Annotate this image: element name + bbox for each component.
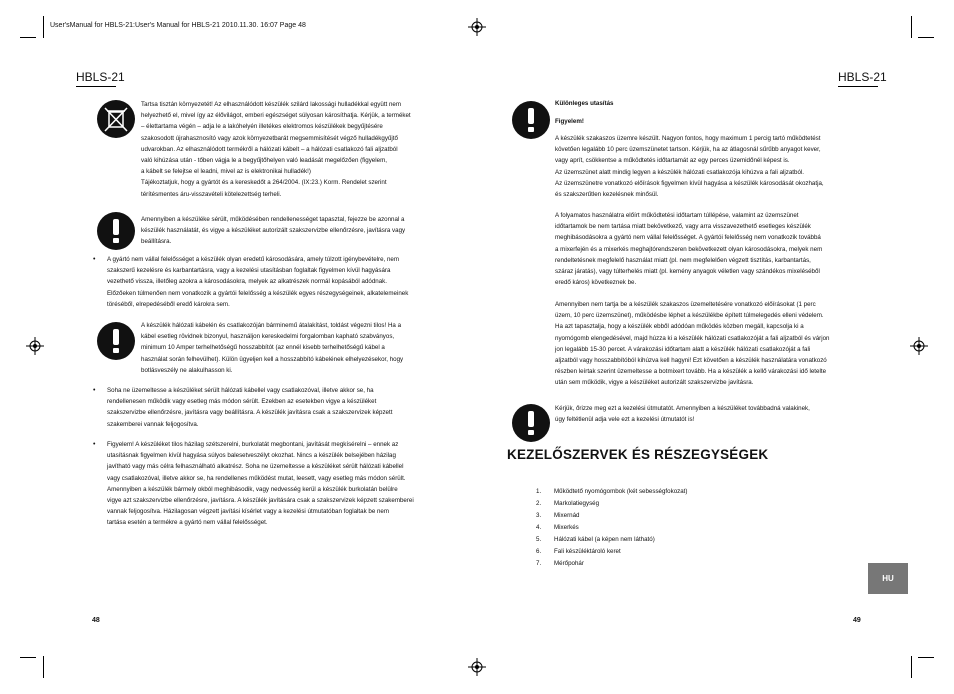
warning-icon bbox=[97, 322, 135, 360]
special-instruction-title: Különleges utasítás bbox=[555, 100, 614, 107]
bullet: • bbox=[93, 387, 96, 394]
bullet: • bbox=[93, 256, 96, 263]
warning-paragraph: Amennyiben a készüléke sérült, működésében rendellenességet tapasztal, fejezze be azonnal a készülék használatát, és vigye a készüléket autorizált szakszervizbe ellenőrzésre, javításra vagy beállításra. bbox=[141, 216, 406, 246]
registration-mark-icon bbox=[468, 18, 486, 36]
registration-mark-icon bbox=[468, 658, 486, 676]
crop-mark bbox=[911, 656, 912, 678]
warning-icon bbox=[512, 404, 550, 442]
crop-mark bbox=[43, 16, 44, 38]
keep-manual-paragraph: Kérjük, őrizze meg ezt a kezelési útmutatót. Amennyiben a készüléket továbbadná valakinek, úgy feltétlenül adja vele ezt a kezelési útmutatót is! bbox=[555, 405, 810, 424]
heading-rule bbox=[76, 86, 116, 87]
list-item: 4. Mixerkés bbox=[536, 524, 579, 531]
page-number-left: 48 bbox=[92, 617, 100, 624]
heading-rule bbox=[838, 86, 878, 87]
registration-mark-icon bbox=[26, 337, 44, 355]
warning-icon bbox=[512, 101, 550, 139]
crop-mark bbox=[20, 37, 36, 38]
overheat-protection-paragraph: Amennyiben nem tartja be a készülék szakaszos üzemeltetésére vonatkozó előírásokat (1 perc üzem, 10 perc üzemszünet), működésbe léphet a készülékbe épített túlmelegedés elleni védelem. Ha azt tapasztalja, hogy a készülék ebből adódóan működés közben megáll, kapcsolja ki a nyomógomb elengedésével, majd húzza ki a készülék hálózati csatlakozóját a fali aljzatból és várjon jon legalább 15-30 percet. A várakozási időtartam alatt a készülék hálózati csatlakozóját a fali aljzatból vagy hosszabbítóból kihúzva kell hagyni! Ezt követően a készülék használatára vonatkozó részben leírtak szerint üzemeltesse a botmixert tovább. Ha a készülék a kellő várakozási idő letelte után sem működik, vigye a készüléket autorizált szakszervizbe javításra. bbox=[555, 301, 830, 387]
crop-mark bbox=[918, 657, 934, 658]
crop-mark bbox=[911, 16, 912, 38]
damaged-device-paragraph: Soha ne üzemeltesse a készüléket sérült hálózati kábellel vagy csatlakozóval, illetve akkor se, ha rendellenesen működik vagy esetleg más módon sérült. Ezekben az esetekben vigye a készüléket szakszervizbe ellenőrzésre, javításra vagy beállításra. A készülék javításra csak a szakszervizek képzett szakemberei vannak feljogosítva. bbox=[107, 387, 393, 428]
liability-paragraph: A gyártó nem vállal felelősséget a készülék olyan eredetű károsodására, amely túlzott igénybevételre, nem szakszerű kezelésre és karbantartásra, vagy a kezelési utasításban foglaltak figyelmen kívül hagyására vezethető vissza, illetőleg azokra a károsodásokra, melyek az alkatrészek normál kopásából adódnak. Előzőeken túlmenően nem vonatkozik a gyártói felelősség a készülék egyes részegységeinek, alkatelemeinek töréséből, elrepedéséből eredő károkra sem. bbox=[107, 256, 409, 308]
list-item: 3. Mixernád bbox=[536, 512, 580, 519]
disassembly-warning-paragraph: Figyelem! A készüléket tilos házilag szétszerelni, burkolatát megbontani, javítását megkísérelni – ennek az utasításnak figyelmen kívül hagyása súlyos balesetveszélyt okozhat. Nincs a készülék belsejében házilag javítható vagy más célra felhasználható alkatrész. Soha ne üzemeltesse a készüléket sérült hálózati kábellel vagy csatlakozóval, illetve akkor se, ha rendellenes működést mutat, leesett, vagy esetleg más módon sérült. Amennyiben a készülék bármely okból meghibásodik, vagy nedvesség kerül a készülék burkolatán belülre vigye azt szakszervizbe ellenőrzésre, javításra. A készülék javítására csak a szakszervizek képzett szakemberei vannak feljogosítva. Házilagosan végzett javítási kísérlet vagy a kezelési útmutatóban foglaltak be nem tartása esetén a termékre a gyártó nem vállal felelősséget. bbox=[107, 441, 414, 527]
list-item: 6. Fali készüléktároló keret bbox=[536, 548, 621, 555]
section-title: KEZELŐSZERVEK ÉS RÉSZEGYSÉGEK bbox=[507, 447, 769, 462]
crop-mark bbox=[918, 37, 934, 38]
parts-list bbox=[536, 486, 687, 570]
language-tab: HU bbox=[868, 563, 908, 594]
list-item: 1. Működtető nyomógombok (két sebességfokozat) bbox=[536, 488, 688, 495]
attention-label: Figyelem! bbox=[555, 118, 584, 125]
list-item: 7. Mérőpohár bbox=[536, 560, 584, 567]
recycle-paragraph: Tartsa tisztán környezetét! Az elhasználódott készülék szilárd lakossági hulladékkal együtt nem helyezhető el, mivel így az élővilágot, emberi egészséget súlyosan károsíthatja. Kérjük, a terméket – élettartama végén – adja le a lakóhelyén illetékes elektromos készülékek begyűjtésére szakosodott újrahasznosító vagy azok környezetbarát megsemmisítését végző hulladékgyűjtő udvarokban. Az elhasználódott termékről a hálózati kábelt – a hálózati csatlakozó fali aljzatból való kihúzása után - tőben vágja le a begyűjtőhelyen való leadását megelőzően (figyelem, a kábelt se felejtse el leadni, mivel az is elektronikai hulladék!) Tájékoztatjuk, hogy a gyártót és a kereskedőt a 264/2004. (IX:23.) Korm. Rendelet szerint térítésmentes áru-visszavételi kötelezettség terheli. bbox=[141, 101, 411, 198]
bullet: • bbox=[93, 441, 96, 448]
model-heading-left: HBLS-21 bbox=[76, 70, 125, 84]
list-item: 2. Markolatiegység bbox=[536, 500, 600, 507]
model-heading-right: HBLS-21 bbox=[838, 70, 887, 84]
print-header: User'sManual for HBLS-21:User's Manual for HBLS-21 2010.11.30. 16:07 Page 48 bbox=[50, 22, 306, 29]
intermittent-operation-paragraph: A készülék szakaszos üzemre készült. Nagyon fontos, hogy maximum 1 percig tartó működtetést követően legalább 10 perc üzemszünetet tartson. Kérjük, ha az átlagosnál sűrűbb anyagot kever, vagy aprít, csökkentse a működtetés időtartamát az egy perces üzemidőnél képest is. Az üzemszünet alatt mindig legyen a készülék hálózati csatlakozója kihúzva a fali aljzatból. Az üzemszünetre vonatkozó előírások figyelmen kívül hagyása a készülék károsodását okozhatja, és szakszerűtlen kezelésnek minősül. bbox=[555, 135, 824, 199]
registration-mark-icon bbox=[910, 337, 928, 355]
crop-mark bbox=[43, 656, 44, 678]
list-item: 5. Hálózati kábel (a képen nem látható) bbox=[536, 536, 655, 543]
page-number-right: 49 bbox=[853, 617, 861, 624]
weee-recycle-icon bbox=[97, 100, 135, 138]
crop-mark bbox=[20, 657, 36, 658]
warning-icon bbox=[97, 212, 135, 250]
cable-warning-paragraph: A készülék hálózati kábelén és csatlakozóján bárminemű átalakítást, toldást végezni tilos! Ha a kábel esetleg rövidnek bizonyul, használjon kereskedelmi forgalomban kapható szabványos, minimum 10 Amper terhelhetőségű hosszabbítót (az ennél kisebb terhelhetőségű kábel a használat során felhevülhet). Külön ügyeljen kell a hosszabbító kábelének elhelyezésekor, hogy botlásveszély ne alakulhasson ki. bbox=[141, 322, 404, 374]
operation-time-paragraph: A folyamatos használatra előírt működtetési időtartam túllépése, valamint az üzemszünet időtartamok be nem tartása miatt bekövetkező, vagy arra visszavezethető esetleges készülék meghibásodásokra a gyártó nem vállal felelősséget. A gyártói felelősség nem vonatkozik továbbá a mixerfején és a mixerkés meghajtórendszeren bekövetkezett olyan károsodásokra, melyek nem rendeltetésnek megfelelő használat miatt (pl. nem megfelelően végzett tisztítás, karbantartás, száraz járatás), vagy túlterhelés miatt (pl. kemény anyagok véletlen vagy szándékos mixeléséből eredő káros) következnek be. bbox=[555, 212, 823, 287]
